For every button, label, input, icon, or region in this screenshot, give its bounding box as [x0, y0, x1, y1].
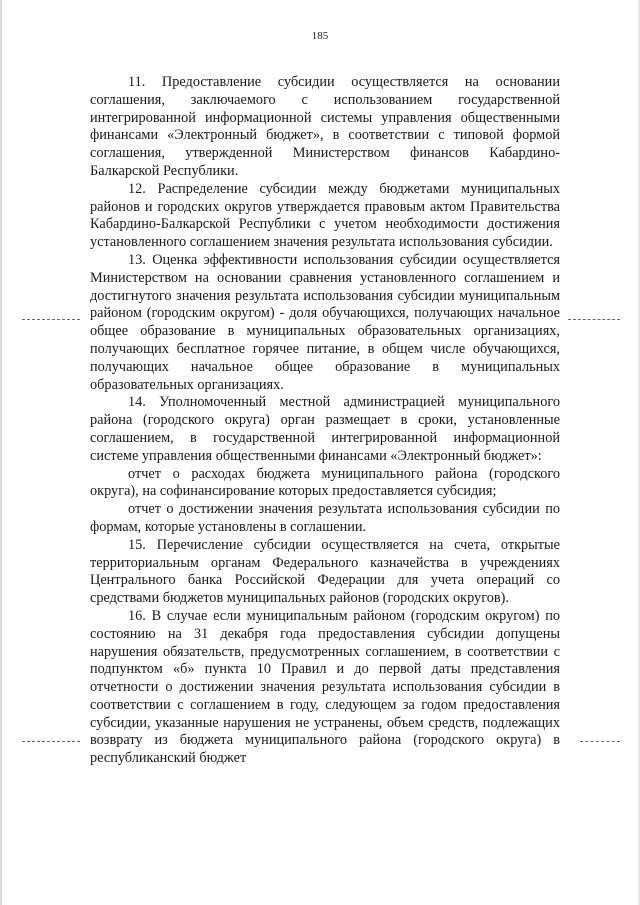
page-number: 185	[311, 30, 329, 42]
paragraph-15: 15. Перечисление субсидии осуществляется на счета, открытые территориальным органам Федерального казначейства в учреждениях Центрального банка Российской Федерации для учета операций со средствами бюджетов муниципальных районов (городских округов).	[90, 536, 560, 607]
margin-mark-left-1	[22, 319, 80, 320]
margin-mark-left-2	[22, 741, 80, 742]
paragraph-12: 12. Распределение субсидии между бюджетами муниципальных районов и городских округов утверждается правовым актом Правительства Кабардино-Балкарской Республики с учетом необходимости достижения установленного соглашением значения результата использования субсидии.	[90, 180, 560, 251]
document-body	[90, 74, 560, 768]
paragraph-14-item-expenses-report: отчет о расходах бюджета муниципального района (городского округа), на софинансирование которых предоставляется субсидия;	[90, 465, 560, 500]
paragraph-11: 11. Предоставление субсидии осуществляется на основании соглашения, заключаемого с использованием государственной интегрированной информационной системы управления общественными финансами «Электронный бюджет», в соответствии с типовой формой соглашения, утвержденной Министерством финансов Кабардино-Балкарской Республики.	[90, 74, 560, 179]
paragraph-13: 13. Оценка эффективности использования субсидии осуществляется Министерством на основании сравнения установленного соглашением и достигнутого значения результата использования субсидии муниципальным районом (городским округом) - доля обучающихся, получающих начальное общее образование в муниципальных образовательных организациях, получающих бесплатное горячее питание, в общем числе обучающихся, получающих начальное общее образование в муниципальных образовательных организациях.	[90, 251, 560, 393]
paragraph-14-item-result-report: отчет о достижении значения результата использования субсидии по формам, которые установлены в соглашении.	[90, 501, 560, 535]
scan-edge-left	[0, 0, 2, 905]
margin-mark-right-2	[580, 741, 620, 742]
paragraph-14: 14. Уполномоченный местной администрацией муниципального района (городского округа) орган размещает в сроки, установленные соглашением, в государственной интегрированной информационной системе управления общественными финансами «Электронный бюджет»:	[90, 394, 560, 464]
paragraph-16: 16. В случае если муниципальным районом (городским округом) по состоянию на 31 декабря года предоставления субсидии допущены нарушения обязательств, предусмотренных соглашением, в соответствии с подпунктом «б» пункта 10 Правил и до первой даты представления отчетности о достижении значения результата использования субсидии в соответствии с соглашением в году, следующем за годом предоставления субсидии, указанные нарушения не устранены, объем средств, подлежащих возврату из бюджета муниципального района (городского округа) в республиканский бюджет	[90, 607, 560, 767]
margin-mark-right-1	[568, 319, 620, 320]
